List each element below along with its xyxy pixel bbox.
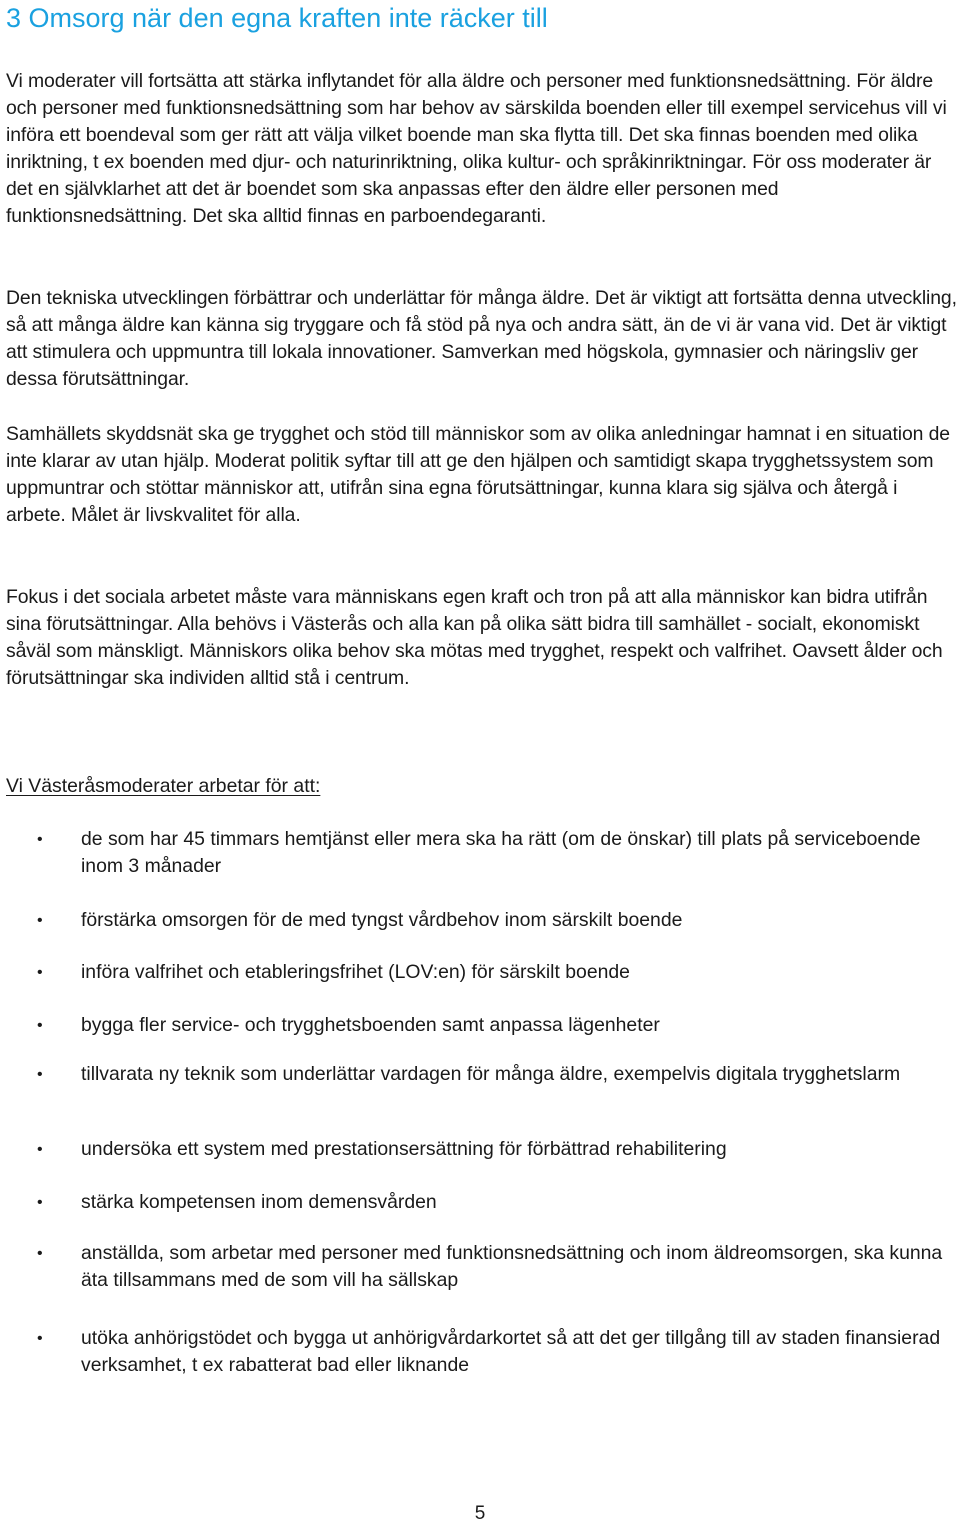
list-item-text: förstärka omsorgen för de med tyngst vårdbehov inom särskilt boende (81, 909, 683, 931)
goals-subheading: Vi Västeråsmoderater arbetar för att: (6, 775, 321, 797)
list-item (6, 1136, 956, 1163)
list-item-text: införa valfrihet och etableringsfrihet (LOV:en) för särskilt boende (81, 961, 630, 983)
list-item-text: stärka kompetensen inom demensvården (81, 1191, 437, 1213)
bullet-icon: • (37, 1330, 43, 1347)
list-item-text: anställda, som arbetar med personer med funktionsnedsättning och inom äldreomsorgen, ska kunna äta tillsammans med de som vill ha sällskap (81, 1242, 943, 1291)
list-item (6, 1325, 956, 1379)
list-item-text: tillvarata ny teknik som underlättar vardagen för många äldre, exempelvis digitala trygghetslarm (81, 1063, 901, 1085)
bullet-icon: • (37, 1066, 43, 1083)
list-item-text: bygga fler service- och trygghetsboenden samt anpassa lägenheter (81, 1014, 660, 1036)
page-number: 5 (474, 1503, 486, 1524)
paragraph-housing: Vi moderater vill fortsätta att stärka inflytandet för alla äldre och personer med funktionsnedsättning. För äldre och personer med funktionsnedsättning som har behov av särskilda boenden eller till exempel servicehus vill vi införa ett boendeval som ger rätt att välja vilket boende man ska flytta till. Det ska finnas boenden med olika inriktning, t ex boenden med djur- och naturinriktning, olika kultur- och språkinriktningar. För oss moderater är det en självklarhet att det är boendet som ska anpassas efter den äldre eller personen med funktionsnedsättning. Det ska alltid finnas en parboendegaranti. (6, 70, 947, 227)
bullet-icon: • (37, 912, 43, 929)
list-item-text: de som har 45 timmars hemtjänst eller mera ska ha rätt (om de önskar) till plats på serviceboende inom 3 månader (81, 828, 921, 877)
section-heading: 3 Omsorg när den egna kraften inte räcker till (6, 3, 548, 33)
bullet-icon: • (37, 964, 43, 981)
list-item (6, 959, 956, 986)
list-item-text: undersöka ett system med prestationsersättning för förbättrad rehabilitering (81, 1138, 727, 1160)
paragraph-social-work: Fokus i det sociala arbetet måste vara människans egen kraft och tron på att alla människor kan bidra utifrån sina förutsättningar. Alla behövs i Västerås och alla kan på olika sätt bidra till samhället - socialt, ekonomiskt såväl som mänskligt. Människors olika behov ska mötas med trygghet, respekt och valfrihet. Oavsett ålder och förutsättningar ska individen alltid stå i centrum. (6, 586, 943, 689)
list-item (6, 1061, 956, 1088)
list-item (6, 826, 956, 880)
list-item (6, 1240, 956, 1294)
bullet-icon: • (37, 831, 43, 848)
bullet-icon: • (37, 1245, 43, 1262)
paragraph-technology: Den tekniska utvecklingen förbättrar och underlättar för många äldre. Det är viktigt att fortsätta denna utveckling, så att många äldre kan känna sig tryggare och få stöd på nya och andra sätt, än de vi är vana vid. Det är viktigt att stimulera och uppmuntra till lokala innovationer. Samverkan med högskola, gymnasier och näringsliv ger dessa förutsättningar. (6, 287, 957, 390)
list-item (6, 907, 956, 934)
paragraph-safety-net: Samhällets skyddsnät ska ge trygghet och stöd till människor som av olika anledningar hamnat i en situation de inte klarar av utan hjälp. Moderat politik syftar till att ge den hjälpen och samtidigt skapa trygghetssystem som uppmuntrar och stöttar människor att, utifrån sina egna förutsättningar, kunna klara sig själva och återgå i arbete. Målet är livskvalitet för alla. (6, 423, 950, 526)
list-item (6, 1189, 956, 1216)
bullet-icon: • (37, 1141, 43, 1158)
list-item (6, 1012, 956, 1039)
bullet-icon: • (37, 1017, 43, 1034)
bullet-icon: • (37, 1194, 43, 1211)
list-item-text: utöka anhörigstödet och bygga ut anhörigvårdarkortet så att det ger tillgång till av staden finansierad verksamhet, t ex rabatterat bad eller liknande (81, 1327, 941, 1376)
